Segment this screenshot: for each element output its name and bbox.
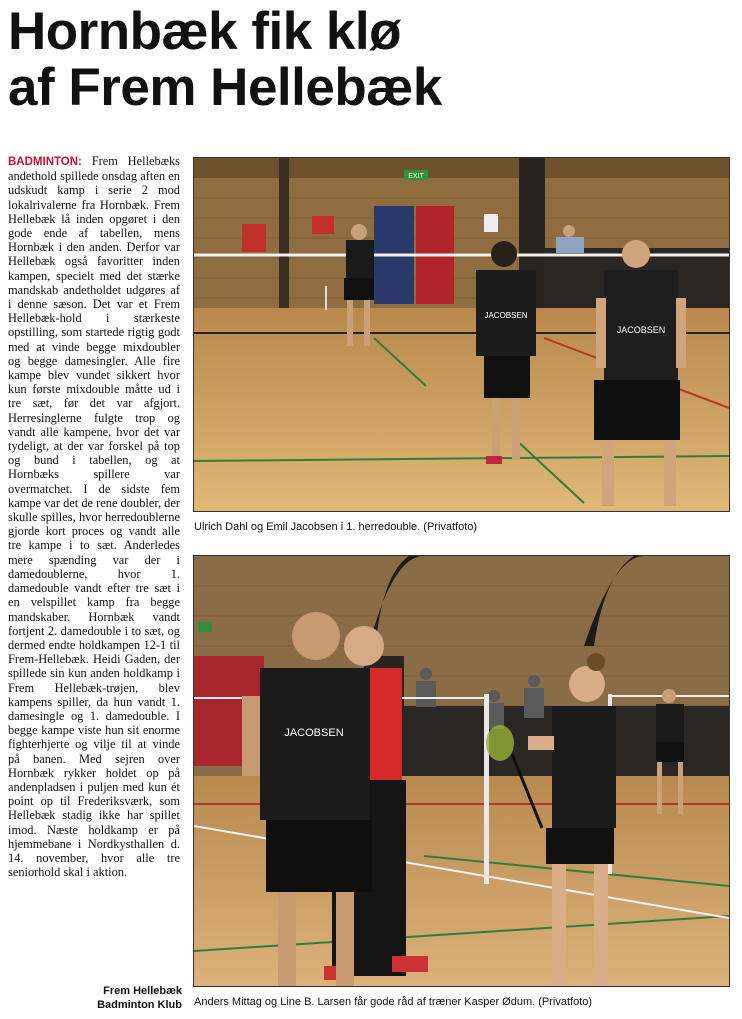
- byline-sub: Badminton Klub: [97, 999, 182, 1011]
- photo-coaching-image: [194, 556, 729, 986]
- shirt-text-3: JACOBSEN: [284, 727, 344, 739]
- headline-line-2: af Frem Hellebæk: [8, 58, 442, 117]
- shirt-text-2: JACOBSEN: [616, 325, 666, 335]
- byline: [32, 984, 182, 1012]
- photo-caption-2: Anders Mittag og Line B. Larsen får gode råd af træner Kasper Ødum. (Privatfoto): [194, 996, 593, 1008]
- shirt-text-1: JACOBSEN: [484, 311, 528, 320]
- photo-coaching: [193, 555, 730, 987]
- photo-mens-doubles: [193, 157, 730, 512]
- headline: [8, 4, 734, 116]
- headline-line-1: Hornbæk fik klø: [8, 2, 402, 61]
- article-body: [8, 154, 180, 879]
- byline-club: Frem Hellebæk: [103, 985, 182, 997]
- article-text: Frem Hellebæks andethold spillede onsdag aften en udskudt kamp i serie 2 mod lokalrivalerne fra Hornbæk. Frem Hellebæk lå inden opgøret i den gode ende af tabellen, mens Hornbæk i den anden. Derfor var Hellebæk også favoritter inden kampen, specielt med det stærke mandskab andetholdet udgøres af i denne sæson. Det var et Frem Hellebæk-hold i stærkeste opstilling, som startede rigtig godt med at vinde begge mixdoubler og begge damesingler. Alle fire kampe blev vundet sikkert hvor kun første mixdouble måtte ud i tre sæt, før det var afgjort. Herresinglerne fulgte trop og vandt alle kampene, hvor det var tydeligt, at der var forskel på top og bund i tabellen, og at Hornbæks spillere var overmatchet. I de sidste fem kampe var det de rene doubler, der skulle spilles, hvor herredoublerne gjorde kort proces og vandt alle tre kampe i to sæt. Anderledes mere spænding var der i damedoublerne, hvor 1. damedouble vandt efter tre sæt i en velspillet kamp fra begge mandskaber. Hornbæk vandt fortjent 2. damedouble i to sæt, og dermed endte holdkampen 12-1 til Frem-Hellebæk. Heidi Gaden, der spillede sin kun anden holdkamp i Frem Hellebæk-trøjen, blev kampens spiller, da hun vandt 1. damesingle og 1. damedouble. I begge kampe viste hun sit enorme fighterhjerte og vilje til at vinde på banen. Med sejren over Hornbæk rykker holdet op på andenpladsen i puljen med kun ét point op til Frederiksværk, som Hellebæk stadig ikke har spillet imod. Næste holdkamp er på hjemmebane i Nordkysthallen d. 14. november, hvor alle tre seniorhold skal i aktion.: [8, 154, 180, 880]
- photo-caption-1: Ulrich Dahl og Emil Jacobsen i 1. herredouble. (Privatfoto): [194, 521, 478, 533]
- photo-mens-doubles-image: [194, 158, 729, 511]
- exit-sign-text: EXIT: [408, 173, 424, 180]
- article-kicker: BADMINTON:: [8, 156, 82, 168]
